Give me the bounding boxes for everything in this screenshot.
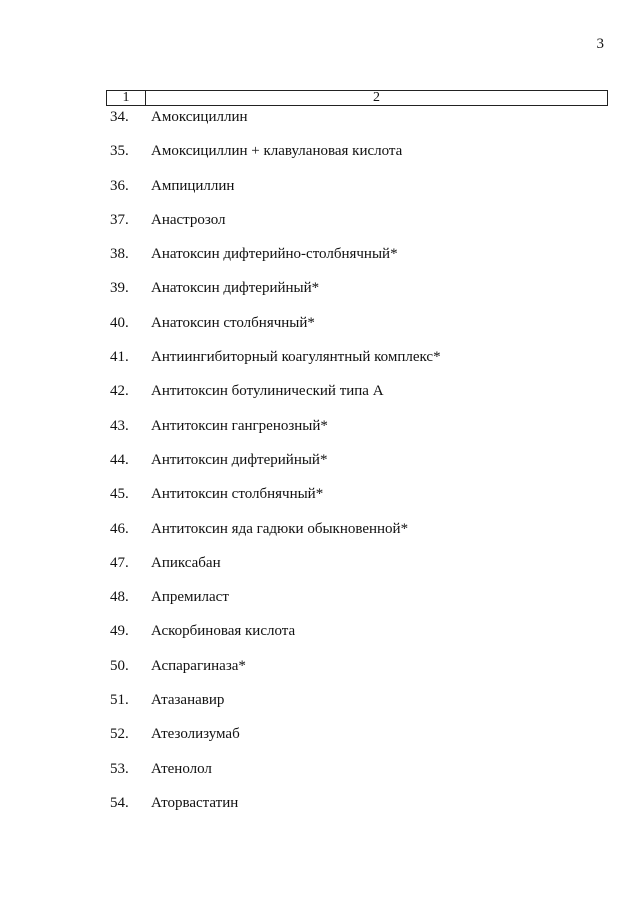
- entry-name: Анатоксин дифтерийно-столбнячный*: [151, 246, 398, 263]
- entry-number: 48.: [110, 589, 129, 606]
- entry-name: Аспарагиназа*: [151, 657, 246, 674]
- entry-number: 38.: [110, 246, 129, 263]
- entry-name: Антиингибиторный коагулянтный комплекс*: [151, 349, 441, 366]
- entry-name: Аскорбиновая кислота: [151, 623, 296, 640]
- entry-number: 44.: [110, 451, 129, 468]
- entry-number: 41.: [110, 349, 129, 366]
- entry-name: Амоксициллин: [151, 109, 248, 125]
- entry-number: 34.: [110, 109, 129, 125]
- entry-name: Ампициллин: [151, 177, 235, 194]
- entry-name: Анастрозол: [151, 211, 226, 228]
- list-item: [110, 519, 590, 553]
- list-item: [110, 278, 590, 312]
- entry-name: Амоксициллин + клавулановая кислота: [151, 143, 403, 160]
- entry-number: 52.: [110, 726, 129, 743]
- list-item: [110, 621, 590, 655]
- entry-name: Антитоксин дифтерийный*: [151, 451, 328, 468]
- list-item: [110, 210, 590, 244]
- list-item: [110, 416, 590, 450]
- entry-number: 43.: [110, 417, 129, 434]
- entry-name: Апремиласт: [151, 589, 229, 606]
- drug-list: [110, 107, 590, 827]
- entry-number: 46.: [110, 520, 129, 537]
- entry-number: 53.: [110, 760, 129, 777]
- entry-number: 42.: [110, 383, 129, 400]
- entry-number: 45.: [110, 486, 129, 503]
- entry-number: 35.: [110, 143, 129, 160]
- entry-name: Антитоксин столбнячный*: [151, 486, 324, 503]
- list-item: [110, 587, 590, 621]
- list-item: [110, 553, 590, 587]
- entry-name: Атазанавир: [151, 692, 225, 709]
- entry-number: 37.: [110, 211, 129, 228]
- entry-name: Антитоксин ботулинический типа А: [151, 383, 384, 400]
- list-item: [110, 759, 590, 793]
- entry-number: 39.: [110, 280, 129, 297]
- entry-name: Анатоксин дифтерийный*: [151, 280, 320, 297]
- list-item: [110, 176, 590, 210]
- entry-name: Апиксабан: [151, 554, 221, 571]
- list-item: [110, 690, 590, 724]
- entry-name: Атезолизумаб: [151, 726, 240, 743]
- entry-name: Антитоксин яда гадюки обыкновенной*: [151, 520, 409, 537]
- list-item: [110, 244, 590, 278]
- list-item: [110, 793, 590, 827]
- entry-number: 50.: [110, 657, 129, 674]
- list-item: [110, 724, 590, 758]
- page-number: 3: [596, 36, 604, 52]
- entry-number: 36.: [110, 177, 129, 194]
- list-item: [110, 484, 590, 518]
- entry-number: 49.: [110, 623, 129, 640]
- entry-number: 51.: [110, 692, 129, 709]
- table-header: [106, 90, 608, 106]
- list-item: [110, 656, 590, 690]
- entry-name: Аторвастатин: [151, 794, 239, 811]
- list-item: [110, 347, 590, 381]
- entry-number: 40.: [110, 314, 129, 331]
- entry-number: 47.: [110, 554, 129, 571]
- entry-name: Анатоксин столбнячный*: [151, 314, 315, 331]
- entry-name: Атенолол: [151, 760, 212, 777]
- table-header-col1: 1: [107, 91, 146, 105]
- table-header-col2: 2: [373, 90, 380, 105]
- list-item: [110, 107, 590, 141]
- list-item: [110, 141, 590, 175]
- list-item: [110, 381, 590, 415]
- list-item: [110, 450, 590, 484]
- entry-number: 54.: [110, 794, 129, 811]
- entry-name: Антитоксин гангренозный*: [151, 417, 328, 434]
- list-item: [110, 313, 590, 347]
